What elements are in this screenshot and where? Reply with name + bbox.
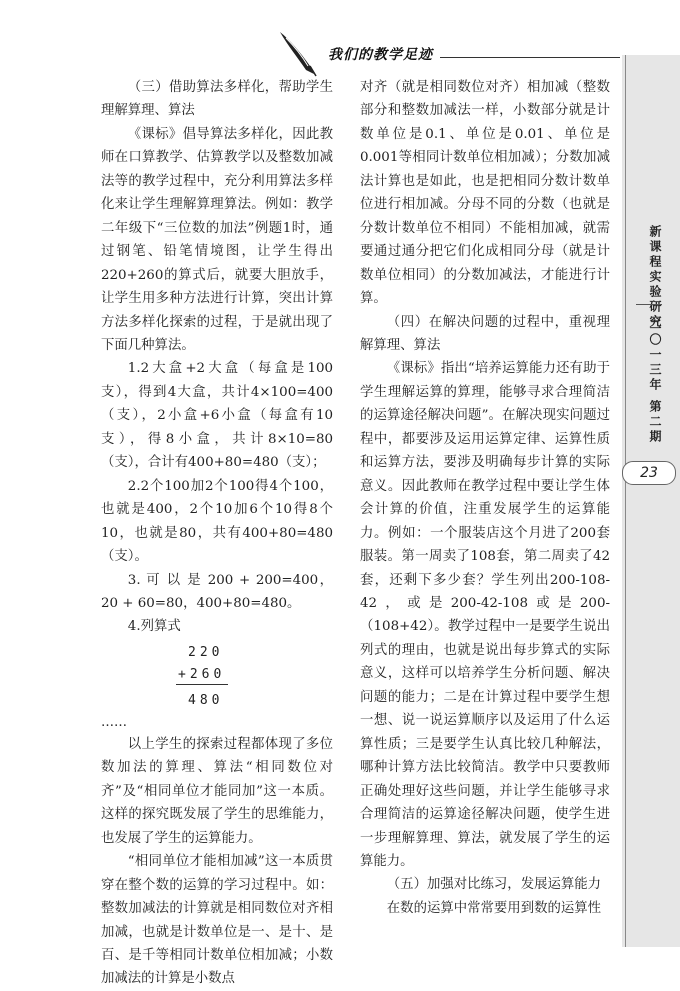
section-heading: （四）在解决问题的过程中，重视理解算理、算法	[360, 314, 610, 353]
page-header	[0, 0, 680, 80]
section-heading: （三）借助算法多样化，帮助学生理解算理、算法	[101, 80, 333, 119]
paragraph: 4.列算式	[127, 619, 181, 635]
addend-2: +260	[178, 666, 226, 682]
section-heading: （五）加强对比练习，发展运算能力	[386, 877, 602, 893]
paragraph: 1.2大盒+2大盒（每盒是100支），得到4大盒，共计4×100=400（支），2小盒+6小盒（每盒有10支），得8小盒，共计8×10=80（支），合计有400+80=480（支）；	[101, 361, 333, 471]
addend-1: 220	[188, 644, 224, 660]
pen-icon	[276, 30, 322, 78]
sidebar	[622, 55, 680, 947]
header-title: 我们的教学足迹	[328, 47, 433, 63]
vertical-addition	[101, 639, 333, 733]
right-column	[360, 76, 610, 920]
paragraph: 2.2个100加2个100得4个100，也就是400，2个10加6个10得8个10，也就是80，共有400+80=480（支）。	[101, 478, 333, 565]
paragraph: “相同单位才能相加减”这一本质贯穿在整个数的运算的学习过程中。如：整数加减法的计算就是相同数位对齐相加减，也就是计数单位是一、是十、是百、是千等相同计数单位相加减；小数加减法的计算是小数点	[101, 854, 333, 987]
header-rule	[440, 57, 620, 58]
paragraph: 以上学生的探索过程都体现了多位数加法的算理、算法“相同数位对齐”及“相同单位才能同加”这一本质。这样的探究既发展了学生的思维能力，也发展了学生的运算能力。	[101, 736, 333, 846]
left-column	[101, 76, 333, 991]
paragraph: 《课标》倡导算法多样化，因此教师在口算教学、估算教学以及整数加减法等的教学过程中，充分利用算法多样化来让学生理解算理算法。例如：教学二年级下“三位数的加法”例题1时，通过钢笔、铅笔情境图，让学生得出220+260的算式后，就要大胆放手，让学生用多种方法进行计算，突出计算方法多样化探索的过程，于是就出现了下面几种算法。	[101, 126, 333, 353]
sidebar-separator	[636, 304, 662, 305]
paragraph: 对齐（就是相同数位对齐）相加减（整数部分和整数加减法一样，小数部分就是计数单位是0.1、单位是0.01、单位是0.001等相同计数单位相加减）；分数加减法计算也是如此，也是把相同分数计数单位进行相加减。分母不同的分数（也就是分数计数单位不相同）不能相加减，就需要通过通分把它们化成相同分母（就是计数单位相同）的分数加减法，才能进行计算。	[360, 80, 610, 307]
paragraph: 《课标》指出“培养运算能力还有助于学生理解运算的算理，能够寻求合理简洁的运算途径解决问题”。在解决现实问题过程中，都要涉及运用运算定律、运算性质和运算方法，要涉及明确每步计算的实际意义。因此教师在教学过程中要让学生体会计算的价值，注重发展学生的运算能力。例如：一个服装店这个月进了200套服装。第一周卖了108套，第二周卖了42套，还剩下多少套？学生列出200-108-42，或是200-42-108或是200-（108+42）。教学过程中一是要学生说出列式的理由，也就是说出每步算式的实际意义，这样可以培养学生分析问题、解决问题的能力；二是在计算过程中要学生想一想、说一说运算顺序以及运用了什么运算性质；三是要学生认真比较几种解法，哪种计算方法比较简洁。教学中只要教师正确处理好这些问题，并让学生能够寻求合理简洁的运算途径解决问题，使学生进一步理解算理、算法，就发展了学生的运算能力。	[360, 361, 610, 869]
sidebar-rule	[625, 55, 626, 947]
sum-line	[176, 684, 228, 685]
journal-series: 新课程实验研究	[648, 225, 662, 330]
paragraph: 在数的运算中常常要用到数的运算性	[386, 900, 602, 916]
issue-date: 二〇一三年 第二期	[648, 318, 662, 446]
paragraph: 3. 可 以 是 200 + 200=400，20 + 60=80，400+80=480。	[101, 572, 333, 611]
ellipsis: ……	[101, 714, 127, 730]
sum-result: 480	[188, 692, 224, 708]
page-number: 23	[622, 461, 676, 485]
